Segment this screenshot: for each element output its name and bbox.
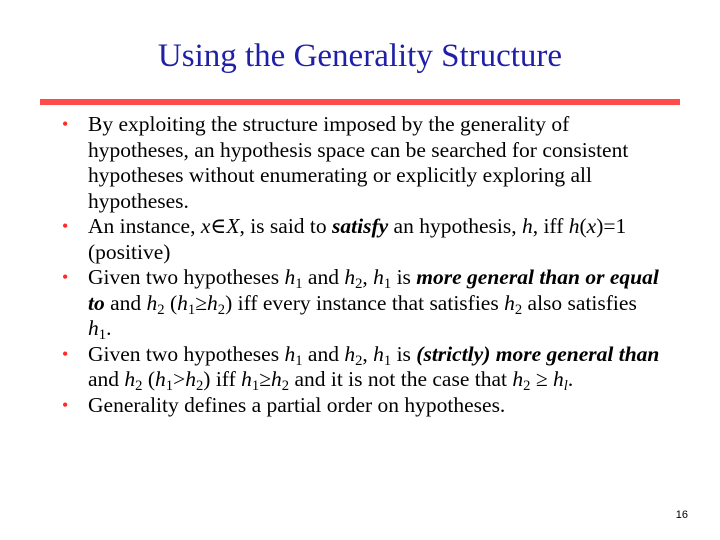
var-h: h — [271, 367, 282, 391]
bullet-item-5 — [62, 393, 662, 419]
text-span: is — [391, 265, 417, 289]
text-span: . — [567, 367, 574, 391]
var-h: h — [241, 367, 252, 391]
text-span: , is said to — [239, 214, 333, 238]
term-more-general: more general than — [490, 341, 660, 366]
var-h: h — [146, 290, 158, 315]
text-span: and — [104, 290, 147, 315]
bullet-dot-icon: • — [62, 343, 69, 364]
bullet-text: Generality defines a partial order on hypotheses. — [88, 392, 506, 417]
text-span: and — [302, 265, 345, 289]
var-h: h — [568, 214, 580, 238]
bullet-dot-icon: • — [62, 267, 69, 287]
subscript: 1 — [98, 327, 107, 344]
bullet-item-1 — [62, 112, 662, 214]
bullet-item-2 — [62, 214, 662, 265]
geq-symbol: ≥ — [535, 367, 548, 391]
subscript: 2 — [157, 301, 165, 318]
var-x: x — [586, 214, 597, 238]
var-h: h — [512, 367, 524, 391]
subscript: 2 — [217, 301, 226, 318]
text-span: ( — [142, 367, 156, 391]
text-span: )=1 (positive) — [88, 214, 627, 264]
text-span: Given two hypotheses — [88, 265, 285, 289]
geq-symbol: ≥ — [195, 290, 208, 315]
bullet-dot-icon: • — [62, 394, 69, 415]
subscript: 1 — [383, 352, 392, 369]
var-h: h — [344, 341, 356, 366]
var-h: h — [521, 214, 533, 238]
text-span: an hypothesis, — [388, 214, 522, 238]
subscript: 1 — [383, 276, 392, 293]
subscript: 1 — [165, 378, 174, 395]
text-span: and — [302, 341, 345, 366]
subscript: 2 — [355, 352, 363, 369]
text-span: ( — [579, 214, 587, 238]
text-span: . — [106, 316, 112, 340]
term-satisfy: satisfy — [332, 214, 389, 238]
var-h: h — [504, 290, 515, 315]
text-span: ( — [164, 290, 178, 315]
var-h: h — [373, 341, 384, 366]
text-span: An instance, — [88, 214, 201, 238]
bullet-item-4 — [62, 342, 662, 393]
text-span: Given two hypotheses — [88, 341, 285, 366]
var-h: h — [284, 341, 296, 366]
text-span: also satisfies — [522, 290, 637, 315]
text-span: and it is not the case that — [289, 367, 513, 391]
term-more-general: more general than or equal to — [88, 265, 659, 315]
paren: ) — [483, 341, 491, 366]
subscript: 2 — [523, 378, 531, 395]
page-number: 16 — [675, 509, 688, 521]
paren: ( — [416, 341, 424, 366]
term-strictly: strictly — [423, 341, 484, 366]
bullet-dot-icon: • — [62, 216, 69, 236]
element-of-symbol: ∈ — [210, 214, 227, 238]
subscript: 2 — [135, 378, 143, 395]
subscript: 2 — [281, 378, 290, 395]
var-h: h — [373, 265, 384, 289]
text-span: and — [88, 367, 125, 391]
var-X: X — [226, 214, 240, 238]
var-h: h — [177, 290, 188, 315]
subscript: 2 — [514, 301, 523, 318]
var-h: h — [88, 316, 99, 340]
title-divider — [40, 99, 680, 105]
bullet-text: By exploiting the structure imposed by the generality of hypotheses, an hypothesis space can be searched for consistent hypotheses without enumerating or explicitly exploring all hypotheses. — [88, 112, 629, 213]
subscript: 2 — [195, 378, 204, 395]
text-span: , iff — [532, 214, 569, 238]
var-x: x — [200, 214, 211, 238]
var-h: h — [284, 265, 296, 289]
subscript: 1 — [187, 301, 196, 318]
text-span: , — [362, 265, 374, 289]
subscript: 1 — [295, 352, 303, 369]
geq-symbol: ≥ — [259, 367, 271, 391]
var-h: h — [344, 265, 356, 289]
var-h: h — [155, 367, 166, 391]
bullet-list — [62, 112, 662, 418]
var-h: h — [207, 290, 218, 315]
text-span: ) iff every instance that satisfies — [225, 290, 505, 315]
var-h: h — [553, 367, 564, 391]
slide-title: Using the Generality Structure — [157, 38, 563, 74]
bullet-dot-icon: • — [62, 114, 69, 134]
text-span: is — [391, 341, 417, 366]
gt-symbol: > — [173, 367, 186, 391]
subscript: l — [563, 378, 568, 395]
text-span: ) iff — [203, 367, 242, 391]
var-h: h — [185, 367, 196, 391]
subscript: 1 — [295, 276, 303, 293]
subscript: 1 — [251, 378, 260, 395]
text-span: , — [362, 341, 374, 366]
var-h: h — [124, 367, 136, 391]
subscript: 2 — [355, 276, 363, 293]
bullet-item-3 — [62, 265, 662, 342]
